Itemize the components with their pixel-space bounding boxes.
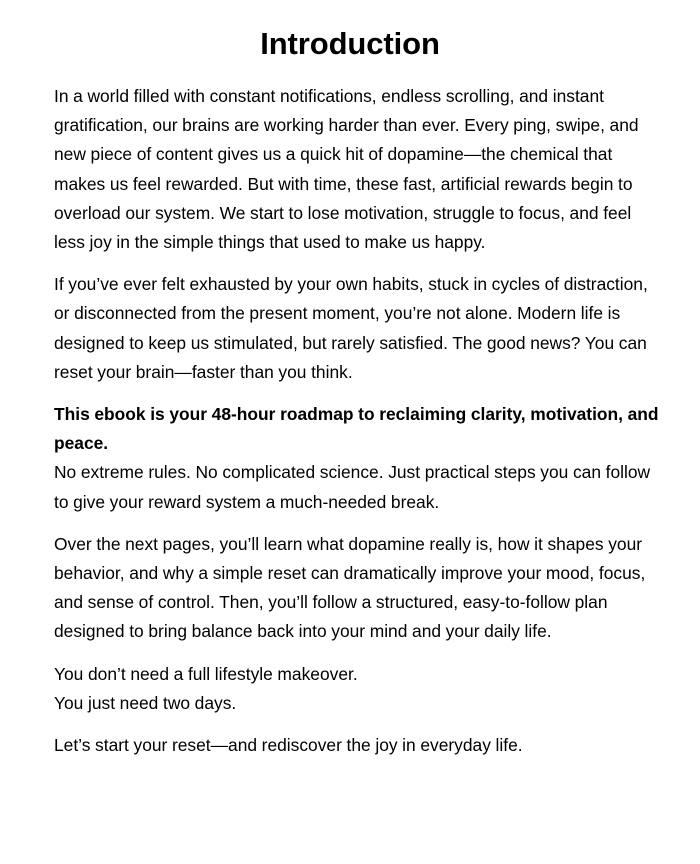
paragraph-intro-overload: In a world filled with constant notifications, endless scrolling, and instant gratification, our brains are working harder than ever. Every ping, swipe, and new piece of content gives us a quick hit of dopamine—the chemical that makes us feel rewarded. But with time, these fast, artificial rewards begin to overload our system. We start to lose motivation, struggle to focus, and feel less joy in the simple things that used to make us happy. — [54, 86, 639, 253]
paragraph-what-youll-learn: Over the next pages, you’ll learn what dopamine really is, how it shapes your behavior, and why a simple reset can dramatically improve your mood, focus, and sense of control. Then, you’ll follow a structured, easy-to-follow plan designed to bring balance back into your mind and your daily life. — [54, 533, 646, 642]
paragraph-exhausted-habits: If you’ve ever felt exhausted by your own habits, stuck in cycles of distraction, or disconnected from the present moment, you’re not alone. Modern life is designed to keep us stimulated, but rarely satisfied. The good news? You can reset your brain—faster than you think. — [54, 274, 648, 382]
paragraph-roadmap-lead: This ebook is your 48-hour roadmap to reclaiming clarity, motivation, and peace. — [54, 404, 659, 454]
page-title: Introduction — [260, 26, 440, 61]
paragraph-roadmap-body: No extreme rules. No complicated science. Just practical steps you can follow to give your reward system a much-needed break. — [54, 462, 651, 512]
paragraph-two-days-line2: You just need two days. — [54, 692, 237, 713]
paragraph-two-days — [54, 660, 660, 718]
paragraph-closing-call: Let’s start your reset—and rediscover the joy in everyday life. — [54, 735, 523, 756]
paragraph-two-days-line1: You don’t need a full lifestyle makeover. — [54, 663, 358, 684]
paragraph-roadmap — [54, 400, 660, 517]
document-body — [54, 82, 660, 760]
